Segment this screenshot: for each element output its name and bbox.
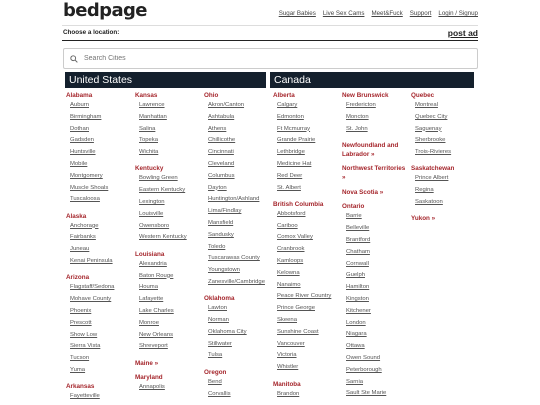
- city-link-kamloops[interactable]: Kamloops: [277, 258, 304, 265]
- city-link-monroe[interactable]: Monroe: [139, 319, 159, 326]
- region-heading-kansas: Kansas: [135, 92, 158, 99]
- region-heading-alaska: Alaska: [66, 212, 87, 220]
- city-link-whistler[interactable]: Whistler: [277, 364, 299, 371]
- city-link-wichita[interactable]: Wichita: [139, 149, 159, 156]
- city-link-sierra-vista[interactable]: Sierra Vista: [70, 343, 101, 350]
- city-link-zanesville-cambridge[interactable]: Zanesville/Cambridge: [208, 278, 265, 285]
- city-link-mobile[interactable]: Mobile: [70, 160, 88, 167]
- city-list: [66, 221, 132, 268]
- region-group-kansas: [135, 91, 201, 159]
- city-link-medicine-hat[interactable]: Medicine Hat: [277, 160, 312, 167]
- region-heading-ohio: Ohio: [204, 92, 219, 99]
- city-link-western-kentucky[interactable]: Western Kentucky: [139, 234, 187, 241]
- search-box[interactable]: [63, 48, 478, 69]
- city-link-nanaimo[interactable]: Nanaimo: [277, 281, 301, 288]
- city-link-columbus[interactable]: Columbus: [208, 172, 235, 179]
- city-link-tulsa[interactable]: Tulsa: [208, 352, 223, 359]
- city-link-mohave-county[interactable]: Mohave County: [70, 296, 112, 303]
- city-link-bend[interactable]: Bend: [208, 378, 222, 385]
- region-group-nova-scotia: [342, 188, 408, 197]
- search-input[interactable]: [84, 55, 464, 62]
- city-list: [273, 389, 339, 401]
- section-divider: [62, 40, 478, 41]
- region-heading-british-columbia: British Columbia: [273, 200, 324, 208]
- city-link-anchorage[interactable]: Anchorage: [70, 222, 99, 229]
- city-link-athens[interactable]: Athens: [208, 125, 227, 132]
- city-link-mansfield[interactable]: Mansfield: [208, 219, 234, 226]
- city-list: [135, 173, 201, 244]
- city-list: [273, 209, 339, 374]
- city-link-abbotsford[interactable]: Abbotsford: [277, 210, 306, 217]
- city-link-huntsville[interactable]: Huntsville: [70, 149, 96, 156]
- city-link-norman[interactable]: Norman: [208, 317, 229, 324]
- city-link-owensboro[interactable]: Owensboro: [139, 222, 170, 229]
- city-link-barrie[interactable]: Barrie: [346, 213, 362, 220]
- city-link-sherbrooke[interactable]: Sherbrooke: [415, 137, 446, 144]
- region-group-quebec: [411, 91, 477, 159]
- region-group-maryland: [135, 373, 201, 394]
- region-heading-arkansas: Arkansas: [66, 383, 95, 391]
- region-group-oregon: [204, 368, 270, 401]
- region-group-manitoba: [273, 380, 339, 401]
- city-link-red-deer[interactable]: Red Deer: [277, 172, 303, 179]
- nav-link-sugar-babies[interactable]: Sugar Babies: [278, 10, 316, 17]
- city-link-prescott[interactable]: Prescott: [70, 319, 92, 326]
- region-group-yukon: [411, 214, 477, 223]
- city-list: [204, 303, 270, 362]
- region-heading-arizona: Arizona: [66, 274, 90, 282]
- region-group-newfoundland-and-labrador: [342, 141, 408, 159]
- city-link-sunshine-coast[interactable]: Sunshine Coast: [277, 328, 319, 335]
- city-link-alexandria[interactable]: Alexandria: [139, 260, 167, 267]
- city-list: [135, 382, 201, 394]
- nav-link-meet-and-fuck[interactable]: Meet&Fuck: [371, 10, 403, 17]
- region-group-alberta: [273, 91, 339, 194]
- city-link-eastern-kentucky[interactable]: Eastern Kentucky: [139, 187, 186, 194]
- city-link-fayetteville[interactable]: Fayetteville: [70, 393, 100, 400]
- city-link-trois-rivieres[interactable]: Trois-Rivieres: [415, 149, 452, 156]
- city-link-akron-canton[interactable]: Akron/Canton: [208, 102, 245, 108]
- city-link-vancouver[interactable]: Vancouver: [277, 340, 305, 347]
- city-link-brandon[interactable]: Brandon: [277, 390, 300, 397]
- city-list: [342, 211, 408, 400]
- city-link-cariboo[interactable]: Cariboo: [277, 222, 298, 229]
- header-divider: [62, 25, 478, 26]
- city-link-louisville[interactable]: Louisville: [139, 210, 164, 217]
- city-link-sault-ste-marie[interactable]: Sault Ste Marie: [346, 390, 387, 397]
- city-link-skeena[interactable]: Skeena: [277, 317, 297, 324]
- city-link-juneau[interactable]: Juneau: [70, 246, 90, 253]
- site-logo[interactable]: bedpage: [63, 0, 147, 21]
- city-link-peace-river-country[interactable]: Peace River Country: [277, 293, 332, 300]
- city-link-sandusky[interactable]: Sandusky: [208, 231, 234, 238]
- region-heading-nova-scotia[interactable]: Nova Scotia »: [342, 188, 384, 196]
- city-link-topeka[interactable]: Topeka: [139, 137, 158, 144]
- region-group-alaska: [66, 212, 132, 268]
- city-link-corvallis[interactable]: Corvallis: [208, 390, 231, 397]
- region-group-saskatchewan: [411, 164, 477, 208]
- city-list: [66, 391, 132, 403]
- city-link-quebec-city[interactable]: Quebec City: [415, 113, 448, 120]
- top-nav: [279, 10, 478, 17]
- city-link-edmonton[interactable]: Edmonton: [277, 113, 304, 120]
- city-link-phoenix[interactable]: Phoenix: [70, 307, 92, 314]
- region-heading-maine[interactable]: Maine »: [135, 359, 159, 367]
- region-heading-oklahoma: Oklahoma: [204, 295, 235, 303]
- city-link-lafayette[interactable]: Lafayette: [139, 296, 164, 303]
- city-link-new-orleans[interactable]: New Orleans: [139, 331, 174, 338]
- city-link-birmingham[interactable]: Birmingham: [70, 113, 102, 120]
- city-link-tuscarawas-county[interactable]: Tuscarawas County: [208, 255, 260, 262]
- city-link-cornwall[interactable]: Cornwall: [346, 260, 369, 267]
- region-heading-louisiana: Louisiana: [135, 250, 165, 258]
- region-group-maine: [135, 359, 201, 368]
- region-heading-ontario: Ontario: [342, 203, 365, 211]
- province-column-3: [411, 91, 477, 229]
- city-link-tuscaloosa[interactable]: Tuscaloosa: [70, 196, 100, 203]
- city-link-huntington-ashland[interactable]: Huntington/Ashland: [208, 196, 260, 203]
- city-link-saskatoon[interactable]: Saskatoon: [415, 199, 443, 206]
- search-icon: [70, 55, 78, 63]
- city-link-st-john[interactable]: St. John: [346, 125, 368, 132]
- city-link-gadsden[interactable]: Gadsden: [70, 137, 94, 144]
- city-link-kenai-peninsula[interactable]: Kenai Peninsula: [70, 258, 113, 265]
- region-heading-yukon[interactable]: Yukon »: [411, 215, 436, 223]
- country-header-canada: Canada: [270, 72, 474, 88]
- region-heading-newfoundland-and-labrador[interactable]: Newfoundland and Labrador »: [342, 141, 399, 158]
- city-list: [66, 282, 132, 376]
- city-link-lethbridge[interactable]: Lethbridge: [277, 149, 305, 156]
- city-link-calgary[interactable]: Calgary: [277, 102, 298, 108]
- region-group-new-brunswick: [342, 91, 408, 135]
- region-heading-oregon: Oregon: [204, 368, 227, 376]
- city-link-shreveport[interactable]: Shreveport: [139, 343, 168, 350]
- city-link-flagstaff-sedona[interactable]: Flagstaff/Sedona: [70, 284, 115, 291]
- city-link-regina[interactable]: Regina: [415, 187, 434, 194]
- city-link-houma[interactable]: Houma: [139, 284, 158, 291]
- city-link-yuma[interactable]: Yuma: [70, 366, 86, 373]
- city-link-dothan[interactable]: Dothan: [70, 125, 89, 132]
- province-column-2: [342, 91, 408, 405]
- city-link-victoria[interactable]: Victoria: [277, 352, 297, 359]
- city-link-youngstown[interactable]: Youngstown: [208, 267, 240, 274]
- city-link-owen-sound[interactable]: Owen Sound: [346, 354, 381, 361]
- city-link-oklahoma-city[interactable]: Oklahoma City: [208, 328, 247, 335]
- choose-location-label: Choose a location:: [63, 29, 120, 36]
- region-heading-manitoba: Manitoba: [273, 380, 301, 388]
- city-link-auburn[interactable]: Auburn: [70, 102, 89, 108]
- region-group-ontario: [342, 202, 408, 400]
- region-group-louisiana: [135, 250, 201, 353]
- region-group-northwest-territories: [342, 164, 408, 182]
- region-group-kentucky: [135, 164, 201, 244]
- city-link-kitchener[interactable]: Kitchener: [346, 307, 371, 314]
- city-link-peterborough[interactable]: Peterborough: [346, 366, 382, 373]
- city-link-moncton[interactable]: Moncton: [346, 113, 369, 120]
- region-heading-quebec: Quebec: [411, 92, 435, 99]
- city-link-guelph[interactable]: Guelph: [346, 272, 365, 279]
- city-link-manhattan[interactable]: Manhattan: [139, 113, 167, 120]
- city-link-tucson[interactable]: Tucson: [70, 355, 90, 362]
- city-list: [135, 259, 201, 353]
- city-list: [135, 100, 201, 159]
- nav-link-login-signup[interactable]: Login / Signup: [438, 10, 478, 17]
- city-list: [204, 377, 270, 401]
- city-link-saguenay[interactable]: Saguenay: [415, 125, 442, 132]
- city-link-grande-prairie[interactable]: Grande Prairie: [277, 137, 316, 144]
- site-header: [0, 0, 540, 27]
- region-heading-saskatchewan: Saskatchewan: [411, 165, 455, 173]
- region-group-arkansas: [66, 382, 132, 403]
- city-link-lawrence[interactable]: Lawrence: [139, 102, 165, 108]
- state-column-3: [204, 91, 270, 405]
- region-heading-northwest-territories[interactable]: Northwest Territories »: [342, 165, 406, 182]
- city-link-belleville[interactable]: Belleville: [346, 225, 370, 232]
- post-ad-link[interactable]: post ad: [447, 28, 478, 38]
- city-link-brantford[interactable]: Brantford: [346, 236, 371, 243]
- state-column-1: [66, 91, 132, 405]
- city-link-bowling-green[interactable]: Bowling Green: [139, 175, 178, 182]
- city-link-lima-findlay[interactable]: Lima/Findlay: [208, 208, 242, 215]
- province-column-1: [273, 91, 339, 405]
- nav-link-support[interactable]: Support: [409, 10, 432, 17]
- region-heading-new-brunswick: New Brunswick: [342, 92, 389, 99]
- city-link-lexington[interactable]: Lexington: [139, 199, 165, 206]
- region-group-oklahoma: [204, 294, 270, 362]
- city-list: [411, 100, 477, 159]
- city-link-chillicothe[interactable]: Chillicothe: [208, 137, 236, 144]
- region-heading-maryland: Maryland: [135, 374, 163, 382]
- city-link-annapolis[interactable]: Annapolis: [139, 384, 165, 391]
- region-group-arizona: [66, 273, 132, 376]
- city-link-montgomery[interactable]: Montgomery: [70, 172, 103, 179]
- region-group-ohio: [204, 91, 270, 289]
- nav-link-live-sex-cams[interactable]: Live Sex Cams: [322, 10, 365, 17]
- city-link-sarnia[interactable]: Sarnia: [346, 378, 364, 385]
- city-link-fairbanks[interactable]: Fairbanks: [70, 234, 96, 241]
- city-list: [273, 100, 339, 194]
- city-list: [66, 100, 132, 206]
- city-link-st-albert[interactable]: St. Albert: [277, 184, 301, 191]
- city-list: [342, 100, 408, 135]
- city-link-lake-charles[interactable]: Lake Charles: [139, 307, 174, 314]
- country-header-united-states: United States: [65, 72, 266, 88]
- region-heading-alabama: Alabama: [66, 92, 93, 99]
- city-link-kingston[interactable]: Kingston: [346, 295, 369, 302]
- city-link-ottawa[interactable]: Ottawa: [346, 343, 365, 350]
- city-link-cleveland[interactable]: Cleveland: [208, 160, 235, 167]
- city-list: [411, 173, 477, 208]
- city-link-montreal[interactable]: Montreal: [415, 102, 438, 108]
- city-link-kelowna[interactable]: Kelowna: [277, 269, 300, 276]
- city-list: [204, 100, 270, 289]
- city-link-london[interactable]: London: [346, 319, 366, 326]
- city-link-prince-albert[interactable]: Prince Albert: [415, 175, 449, 182]
- city-link-dayton[interactable]: Dayton: [208, 184, 227, 191]
- region-heading-alberta: Alberta: [273, 92, 295, 99]
- city-link-niagara[interactable]: Niagara: [346, 331, 367, 338]
- city-link-fredericton[interactable]: Fredericton: [346, 102, 376, 108]
- city-link-salina[interactable]: Salina: [139, 125, 156, 132]
- city-link-muscle-shoals[interactable]: Muscle Shoals: [70, 184, 109, 191]
- city-link-ft-mcmurray[interactable]: Ft Mcmurray: [277, 125, 311, 132]
- region-group-british-columbia: [273, 200, 339, 374]
- city-link-baton-rouge[interactable]: Baton Rouge: [139, 272, 174, 279]
- city-link-show-low[interactable]: Show Low: [70, 331, 98, 338]
- city-link-hamilton[interactable]: Hamilton: [346, 284, 370, 291]
- city-link-comox-valley[interactable]: Comox Valley: [277, 234, 313, 241]
- city-link-ashtabula[interactable]: Ashtabula: [208, 113, 235, 120]
- city-link-prince-george[interactable]: Prince George: [277, 305, 315, 312]
- city-link-stillwater[interactable]: Stillwater: [208, 340, 232, 347]
- city-link-toledo[interactable]: Toledo: [208, 243, 226, 250]
- state-column-2: [135, 91, 201, 399]
- city-link-chatham[interactable]: Chatham: [346, 248, 370, 255]
- city-link-cincinnati[interactable]: Cincinnati: [208, 149, 234, 156]
- city-link-lawton[interactable]: Lawton: [208, 305, 227, 312]
- region-group-alabama: [66, 91, 132, 206]
- city-link-cranbrook[interactable]: Cranbrook: [277, 246, 305, 253]
- region-heading-kentucky: Kentucky: [135, 165, 164, 173]
